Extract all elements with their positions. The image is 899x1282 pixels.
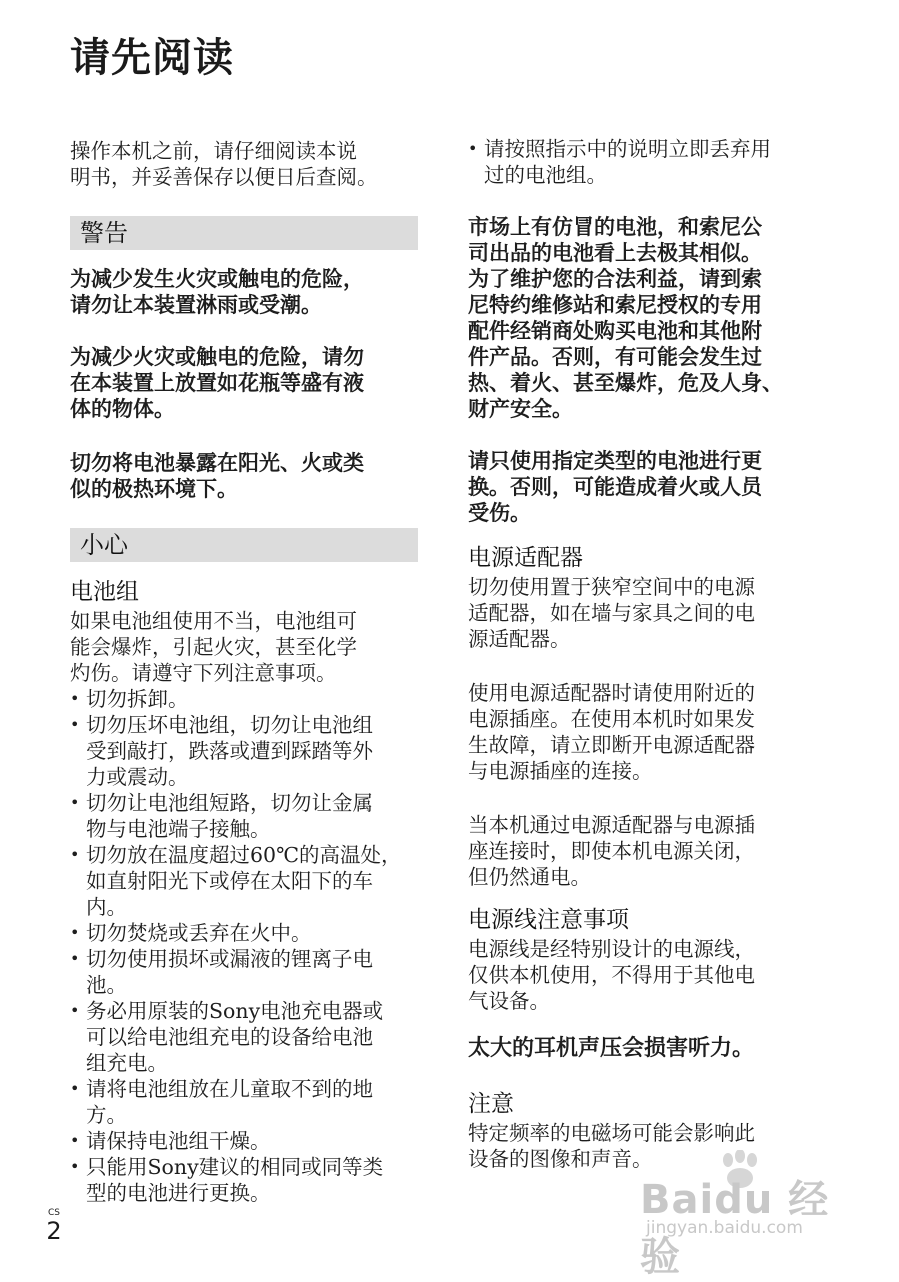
- text-line: 灼伤。请遵守下列注意事项。: [70, 661, 337, 685]
- watermark: [640, 1150, 850, 1280]
- text-line: 尼特约维修站和索尼授权的专用: [468, 293, 762, 317]
- text-line: 仅供本机使用，不得用于其他电: [468, 963, 755, 987]
- text-line: 设备的图像和声音。: [468, 1147, 653, 1171]
- text-line: 电源线是经特别设计的电源线，: [468, 937, 755, 961]
- text-line: 与电源插座的连接。: [468, 759, 653, 783]
- text-line: 适配器，如在墙与家具之间的电: [468, 601, 755, 625]
- language-code: CS: [48, 1208, 60, 1218]
- text-line: 特定频率的电磁场可能会影响此: [468, 1121, 755, 1145]
- text-line: 财产安全。: [468, 397, 573, 421]
- headphone-warning: [468, 1036, 813, 1062]
- bullet-item: • 切勿让电池组短路，切勿让金属 物与电池端子接触。: [70, 790, 420, 842]
- warning-paragraph-3: [70, 450, 420, 502]
- text-line: 但仍然通电。: [468, 865, 591, 889]
- page-title: 请先阅读: [70, 35, 234, 81]
- warning-heading: 警告: [80, 219, 128, 247]
- battery-bullet-list: [70, 686, 420, 1206]
- text-line: 请只使用指定类型的电池进行更: [468, 449, 762, 473]
- adapter-paragraph-1: [468, 574, 813, 652]
- text-line: 明书，并妥善保存以便日后查阅。: [70, 165, 378, 189]
- text-line: 换。否则，可能造成着火或人员: [468, 475, 762, 499]
- bullet-item: • 务必用原装的Sony电池充电器或 可以给电池组充电的设备给电池 组充电。: [70, 998, 420, 1076]
- dispose-bullet-list: [468, 136, 813, 188]
- bullet-item: • 切勿拆卸。: [70, 686, 420, 712]
- bullet-item: • 切勿放在温度超过60℃的高温处， 如直射阳光下或停在太阳下的车 内。: [70, 842, 420, 920]
- text-line: 当本机通过电源适配器与电源插: [468, 813, 755, 837]
- text-line: 切勿将电池暴露在阳光、火或类: [70, 451, 364, 475]
- warning-paragraph-2: [70, 344, 420, 422]
- text-line: 使用电源适配器时请使用附近的: [468, 681, 755, 705]
- page-folio: [46, 1208, 62, 1244]
- bullet-item: • 切勿焚烧或丢弃在火中。: [70, 920, 420, 946]
- counterfeit-paragraph: [468, 214, 813, 422]
- text-line: 体的物体。: [70, 397, 175, 421]
- watermark-url: jingyan.baidu.com: [646, 1218, 803, 1238]
- warning-section-bar: [70, 216, 418, 250]
- adapter-section: [468, 544, 813, 652]
- power-cord-heading: 电源线注意事项: [468, 907, 629, 933]
- text-line: 电源插座。在使用本机时如果发: [468, 707, 755, 731]
- notice-heading: 注意: [468, 1091, 514, 1117]
- battery-intro: [70, 608, 420, 686]
- text-line: 热、着火、甚至爆炸，危及人身、: [468, 371, 783, 395]
- caution-heading: 小心: [80, 531, 128, 559]
- text-line: 操作本机之前，请仔细阅读本说: [70, 139, 357, 163]
- text-line: 受伤。: [468, 501, 531, 525]
- text-line: 源适配器。: [468, 627, 571, 651]
- text-line: 为了维护您的合法利益，请到索: [468, 267, 762, 291]
- warning-paragraph-1: [70, 266, 420, 318]
- bullet-item: • 请按照指示中的说明立即丢弃用 过的电池组。: [468, 136, 813, 188]
- adapter-paragraph-3: [468, 812, 813, 890]
- headphone-warning-text: 太大的耳机声压会损害听力。: [468, 1036, 755, 1061]
- battery-heading: 电池组: [70, 579, 139, 605]
- page-number: 2: [46, 1217, 62, 1245]
- text-line: 气设备。: [468, 989, 550, 1013]
- text-line: 配件经销商处购买电池和其他附: [468, 319, 762, 343]
- text-line: 如果电池组使用不当，电池组可: [70, 609, 357, 633]
- battery-section: [70, 578, 420, 1206]
- bullet-item: • 切勿使用损坏或漏液的锂离子电 池。: [70, 946, 420, 998]
- watermark-text: Baidu 经验: [640, 1177, 830, 1280]
- intro-paragraph: [70, 138, 420, 190]
- power-cord-section: [468, 906, 813, 1014]
- text-line: 座连接时，即使本机电源关闭，: [468, 839, 755, 863]
- text-line: 请勿让本装置淋雨或受潮。: [70, 293, 322, 317]
- text-line: 司出品的电池看上去极其相似。: [468, 241, 762, 265]
- text-line: 切勿使用置于狭窄空间中的电源: [468, 575, 755, 599]
- caution-section-bar: [70, 528, 418, 562]
- specified-battery-paragraph: [468, 448, 813, 526]
- bullet-item: • 请保持电池组干燥。: [70, 1128, 420, 1154]
- power-cord-paragraph: [468, 936, 813, 1014]
- text-line: 为减少火灾或触电的危险，请勿: [70, 345, 364, 369]
- text-line: 能会爆炸，引起火灾，甚至化学: [70, 635, 357, 659]
- bullet-item: • 请将电池组放在儿童取不到的地 方。: [70, 1076, 420, 1128]
- text-line: 件产品。否则，有可能会发生过: [468, 345, 762, 369]
- adapter-heading: 电源适配器: [468, 545, 583, 571]
- adapter-paragraph-2: [468, 680, 813, 784]
- bullet-item: • 只能用Sony建议的相同或同等类 型的电池进行更换。: [70, 1154, 420, 1206]
- text-line: 在本装置上放置如花瓶等盛有液: [70, 371, 364, 395]
- text-line: 市场上有仿冒的电池，和索尼公: [468, 215, 762, 239]
- bullet-item: • 切勿压坏电池组，切勿让电池组 受到敲打，跌落或遭到踩踏等外 力或震动。: [70, 712, 420, 790]
- text-line: 似的极热环境下。: [70, 477, 238, 501]
- text-line: 生故障，请立即断开电源适配器: [468, 733, 755, 757]
- text-line: 为减少发生火灾或触电的危险，: [70, 267, 364, 291]
